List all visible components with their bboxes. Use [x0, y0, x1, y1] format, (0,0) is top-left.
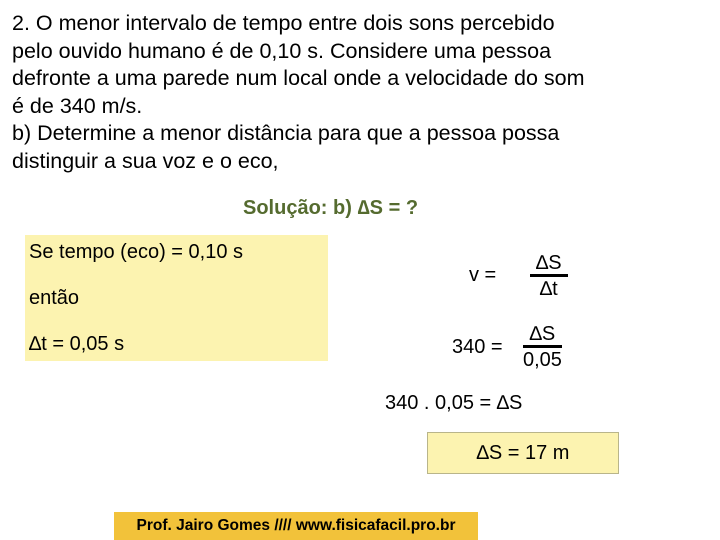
- footer-text: Prof. Jairo Gomes //// www.fisicafacil.pro.br: [136, 517, 456, 534]
- problem-line: b) Determine a menor distância para que a pessoa possa: [12, 121, 560, 146]
- fraction-numerator: ∆S: [529, 323, 556, 345]
- problem-line: 2. O menor intervalo de tempo entre dois sons percebido: [12, 11, 555, 35]
- problem-line: distinguir a sua voz e o eco,: [12, 148, 279, 173]
- substitution-lhs: 340 =: [452, 336, 503, 358]
- speed-formula-lhs: v =: [469, 264, 497, 286]
- fraction-denominator: 0,05: [523, 349, 562, 371]
- given-delta-t-line: ∆t = 0,05 s: [29, 333, 125, 355]
- given-data-box: [25, 235, 328, 361]
- problem-statement: [12, 10, 712, 176]
- speed-formula-fraction: [530, 252, 568, 301]
- solution-label: Solução: b) ∆S = ?: [243, 197, 419, 219]
- fraction-denominator: ∆t: [539, 278, 558, 300]
- problem-line: defronte a uma parede num local onde a velocidade do som: [12, 66, 585, 91]
- answer-box: [427, 432, 619, 474]
- problem-line: é de 340 m/s.: [12, 93, 143, 118]
- multiplication-step: 340 . 0,05 = ∆S: [385, 392, 523, 414]
- answer-text: ∆S = 17 m: [476, 441, 570, 464]
- given-time-line: Se tempo (eco) = 0,10 s: [29, 241, 244, 263]
- fraction-numerator: ∆S: [536, 252, 562, 274]
- footer-credit: [114, 512, 478, 540]
- problem-line: pelo ouvido humano é de 0,10 s. Considere uma pessoa: [12, 38, 552, 63]
- substitution-fraction: [523, 323, 562, 372]
- given-then-line: então: [29, 287, 80, 309]
